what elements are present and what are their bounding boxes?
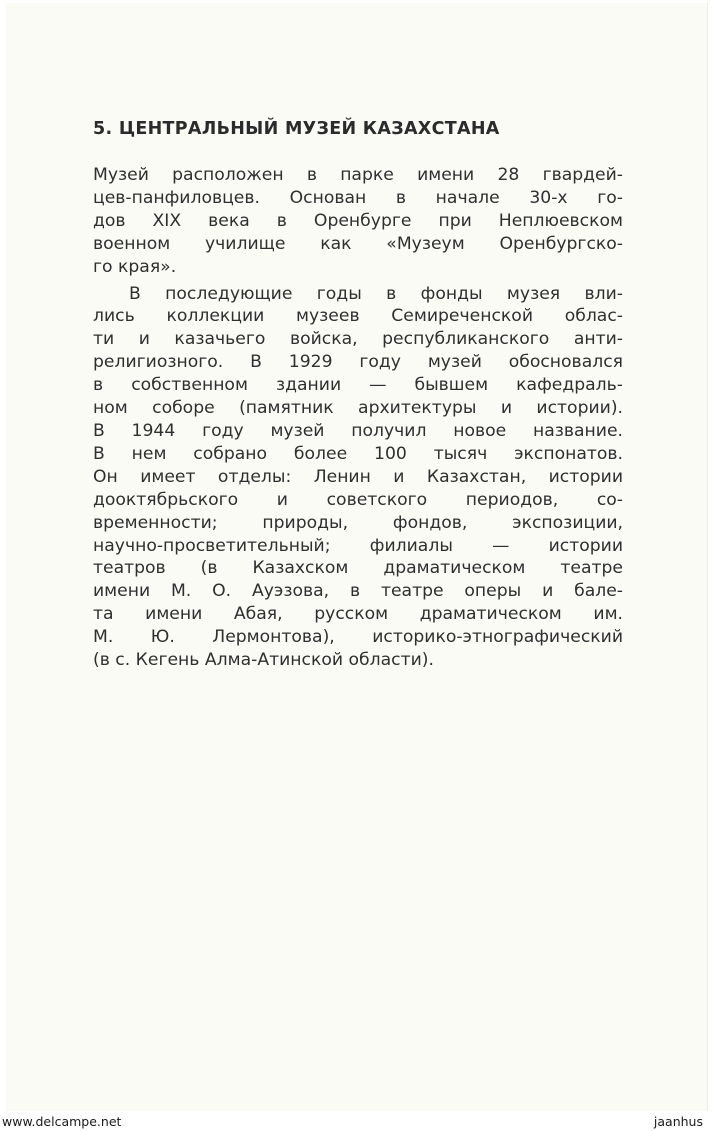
document-body [93,164,623,672]
paragraph-2 [93,283,623,672]
text-line: имени М. О. Ауэзова, в театре оперы и бале- [93,581,623,602]
text-line: дооктябрьского и советского периодов, со- [93,489,623,510]
source-site-caption: www.delcampe.net [2,1114,122,1129]
text-line: В 1944 году музей получил новое название. [93,420,623,441]
text-line: ти и казачьего войска, республиканского анти- [93,329,623,350]
page-title: 5. ЦЕНТРАЛЬНЫЙ МУЗЕЙ КАЗАХСТАНА [93,119,500,139]
text-line: Музей расположен в парке имени 28 гвардей- [93,165,623,185]
text-line: театров (в Казахском драматическом театре [93,558,623,579]
text-line: ном соборе (памятник архитектуры и истории). [93,398,623,419]
text-line: Он имеет отделы: Ленин и Казахстан, истории [93,466,623,487]
text-line: в собственном здании — бывшем кафедраль- [93,375,623,396]
text-line: цев-панфиловцев. Основан в начале 30-х го- [93,187,623,208]
text-line: М. Ю. Лермонтова), историко-этнографический [93,627,623,648]
text-line: го края». [93,256,177,277]
text-line: та имени Абая, русском драматическом им. [93,604,623,625]
text-line: научно-просветительный; филиалы — истории [93,535,623,556]
text-line: (в с. Кегень Алма-Атинской области). [93,650,434,671]
text-line: В последующие годы в фонды музея вли- [129,283,623,304]
text-line: В нем собрано более 100 тысяч экспонатов. [93,443,623,464]
text-line: дов XIX века в Оренбурге при Неплюевском [93,210,623,231]
text-line: лись коллекции музеев Семиреченской облас- [93,306,623,327]
seller-caption: jaanhus [653,1114,703,1129]
text-line: временности; природы, фондов, экспозиции, [93,512,623,533]
text-line: религиозного. В 1929 году музей обосновался [93,352,623,373]
paragraph-1 [93,164,623,279]
text-line: военном училище как «Музеум Оренбургско- [93,233,623,254]
